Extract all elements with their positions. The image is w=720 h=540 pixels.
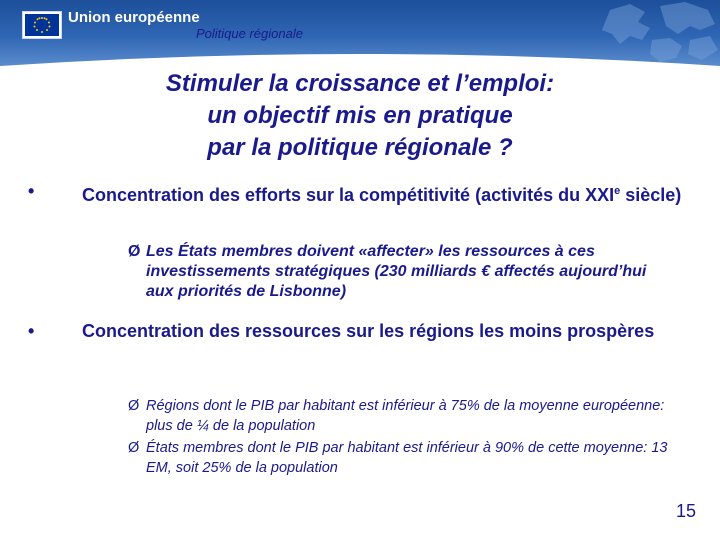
sub-bullet-item	[128, 396, 668, 436]
slide-title	[80, 68, 640, 164]
bullet-text: Concentration des ressources sur les régions les moins prospères	[82, 321, 655, 341]
sub-bullet-item	[128, 242, 668, 302]
brand-subtitle: Politique régionale	[196, 26, 303, 41]
bullet-text	[28, 180, 688, 206]
bullet-item	[28, 180, 688, 206]
arrow-marker-icon: Ø	[128, 243, 141, 260]
brand-block	[68, 9, 303, 41]
eu-flag-icon	[22, 11, 62, 39]
title-line-2: un objectif mis en pratique	[207, 102, 513, 129]
bullet-marker: •	[28, 181, 35, 201]
title-line-1: Stimuler la croissance et l’emploi:	[165, 70, 555, 97]
superscript: e	[614, 185, 621, 197]
brand-name: Union européenne	[68, 9, 200, 26]
sub-bullet-text: États membres dont le PIB par habitant est inférieur à 90% de cette moyenne: 13 EM, soit 25% de la population	[146, 440, 668, 476]
bullet-text-part: Concentration des efforts sur la compétitivité (activités du XXI	[82, 185, 615, 205]
arrow-marker-icon: Ø	[128, 440, 140, 456]
page-number: 15	[675, 501, 696, 521]
bullet-item	[28, 320, 688, 342]
bullet-marker: •	[28, 321, 35, 341]
arrow-marker-icon: Ø	[128, 398, 140, 414]
sub-bullet-text: Régions dont le PIB par habitant est inférieur à 75% de la moyenne européenne: plus de ¼ de la population	[146, 398, 665, 434]
sub-bullet-item	[128, 438, 668, 478]
bullet-text-part: siècle)	[620, 185, 682, 205]
title-line-3: par la politique régionale ?	[207, 134, 513, 161]
sub-bullet-text: Les États membres doivent «affecter» les ressources à ces investissements stratégiques (230 milliards € affectés aujourd’hui aux priorités de Lisbonne)	[146, 243, 647, 300]
